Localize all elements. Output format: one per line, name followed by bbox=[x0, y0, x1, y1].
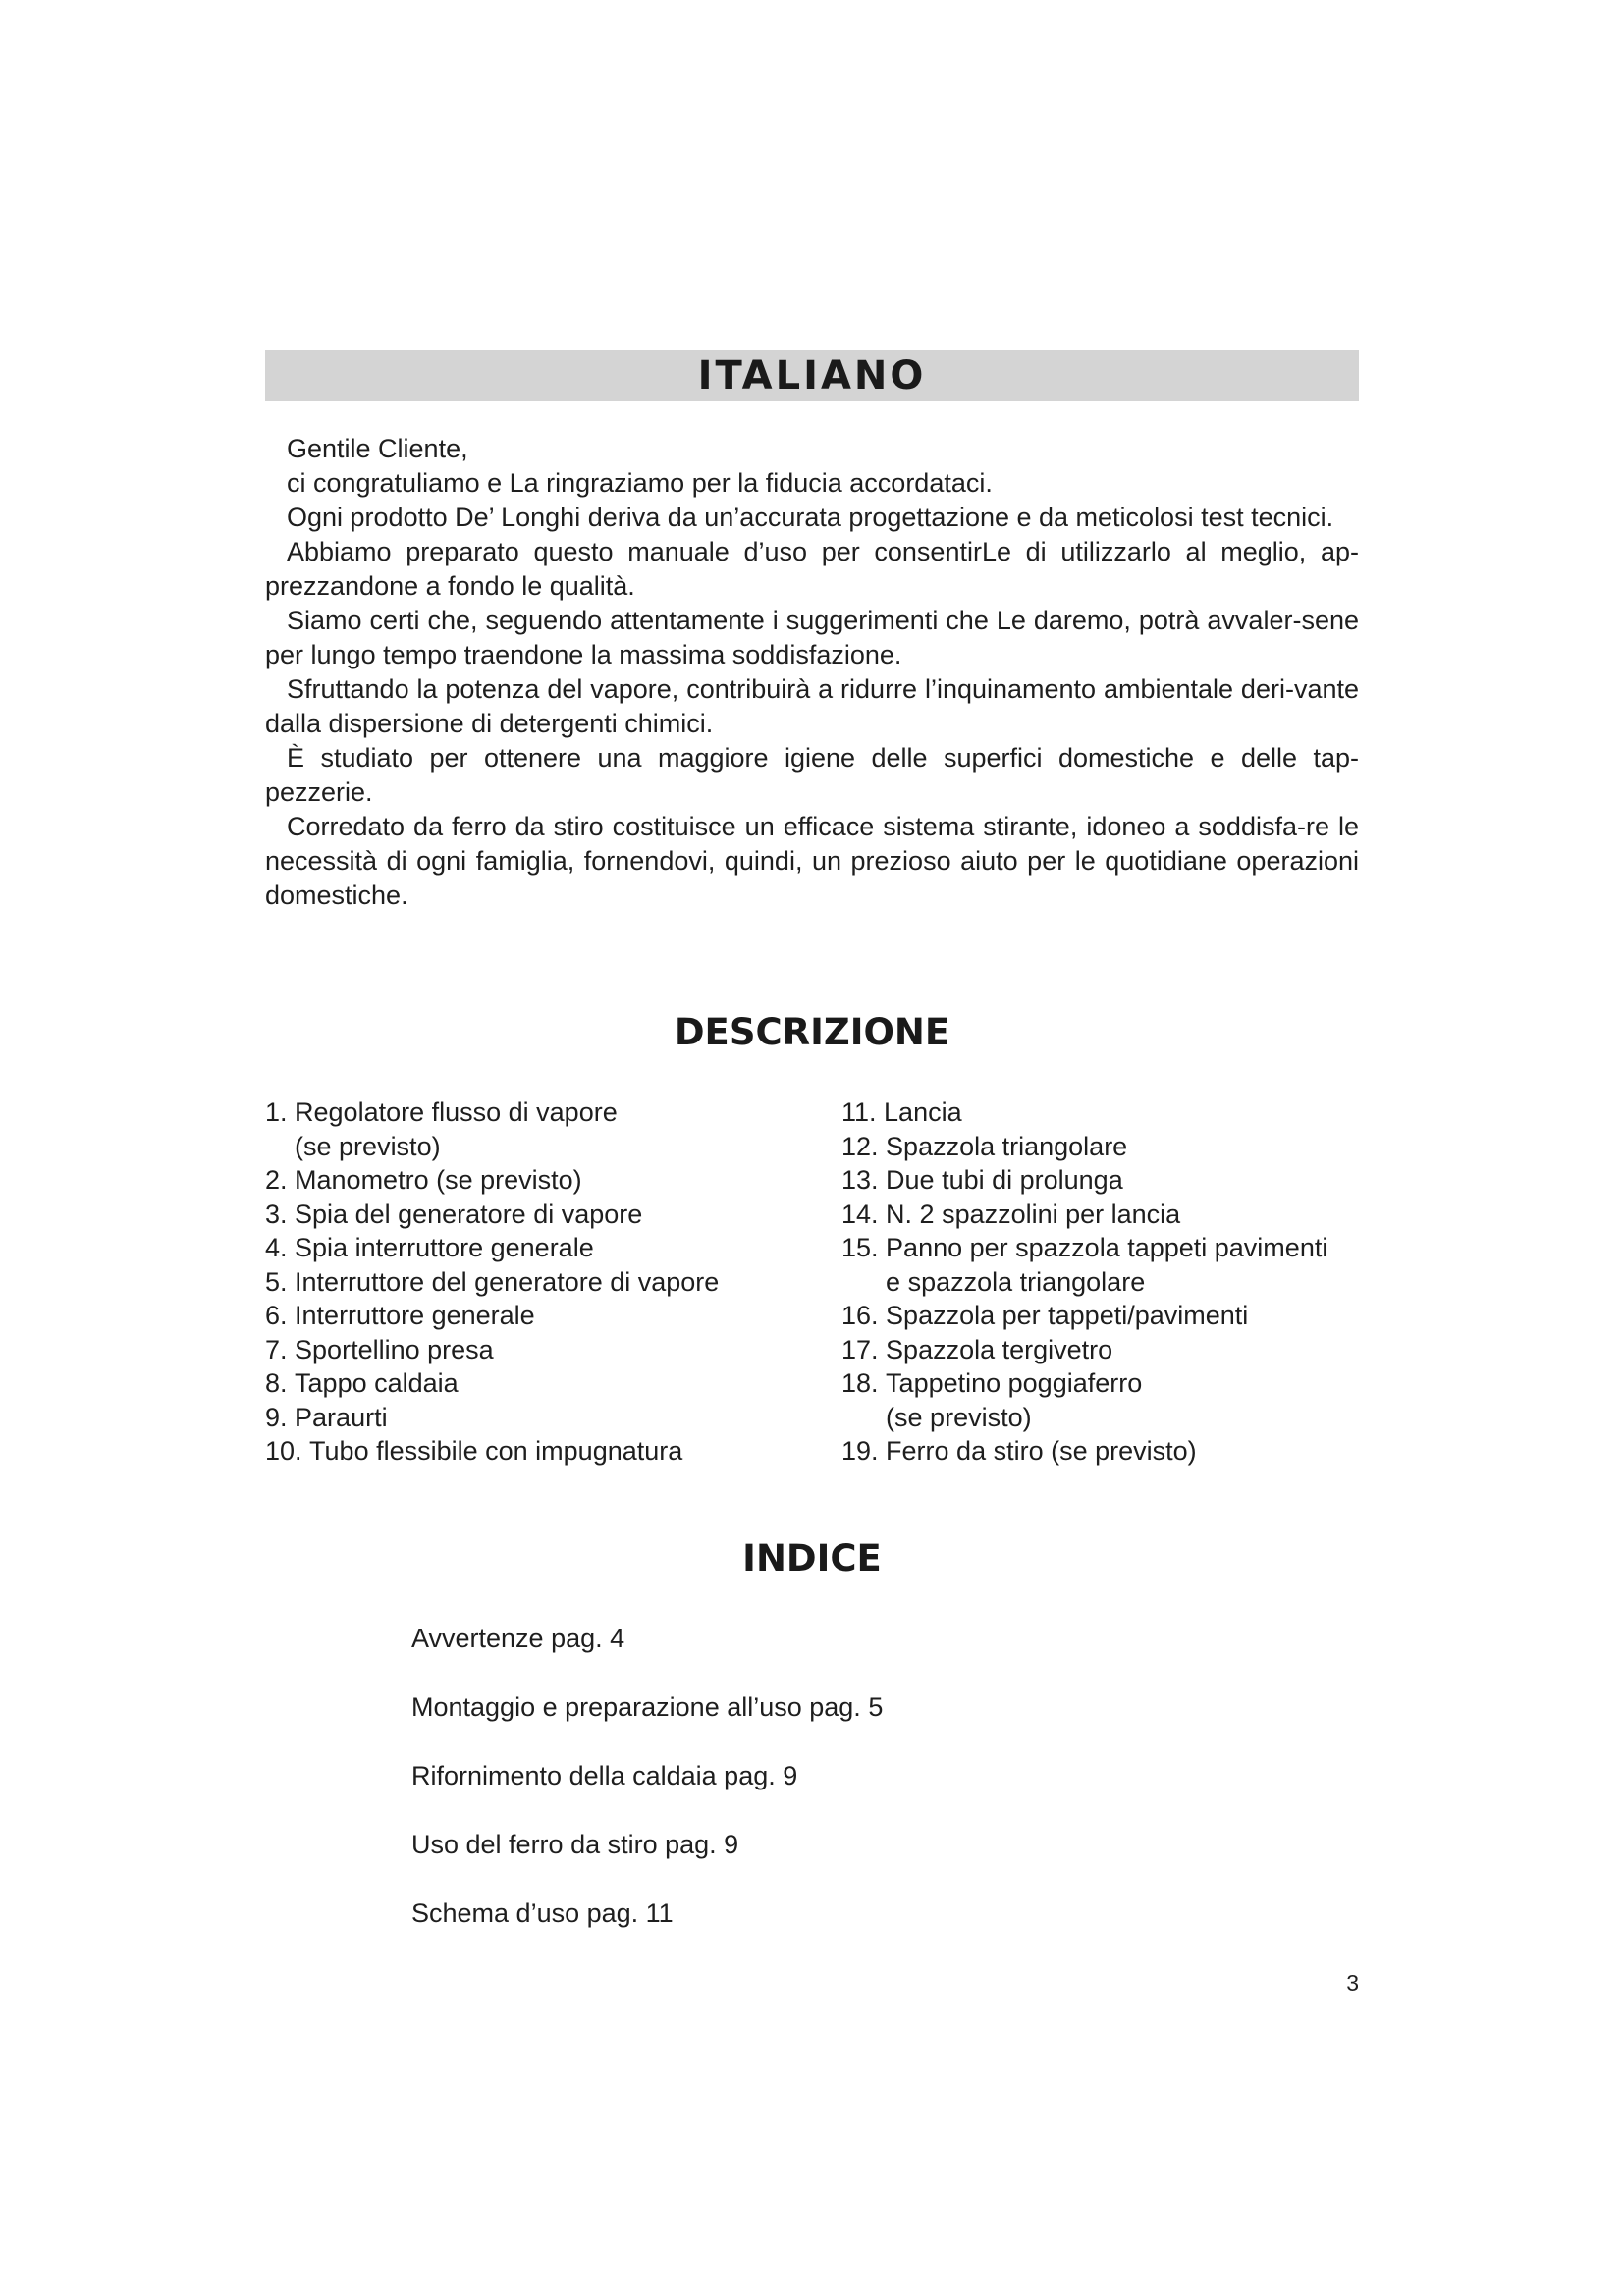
description-item bbox=[265, 1265, 815, 1300]
description-item bbox=[841, 1163, 1372, 1198]
item-text-line: Spazzola tergivetro bbox=[886, 1334, 1113, 1364]
item-number: 12. bbox=[841, 1131, 887, 1161]
item-text-line: (se previsto) bbox=[886, 1402, 1032, 1432]
item-text bbox=[295, 1265, 719, 1300]
description-item bbox=[265, 1401, 815, 1435]
intro-paragraph: È studiato per ottenere una maggiore igiene delle superfici domestiche e delle tap-pezzerie. bbox=[265, 743, 1359, 807]
item-text-line: Interruttore generale bbox=[295, 1301, 535, 1330]
item-text-line: Tubo flessibile con impugnatura bbox=[309, 1436, 683, 1466]
item-text bbox=[295, 1333, 494, 1367]
item-number: 6. bbox=[265, 1301, 296, 1330]
description-item bbox=[265, 1163, 815, 1198]
item-text bbox=[295, 1401, 388, 1435]
description-item bbox=[265, 1299, 815, 1333]
item-text bbox=[295, 1231, 594, 1265]
item-text-line: e spazzola triangolare bbox=[886, 1266, 1146, 1297]
item-text-line: Manometro (se previsto) bbox=[295, 1165, 582, 1195]
description-item bbox=[265, 1434, 815, 1468]
item-text bbox=[886, 1130, 1127, 1164]
item-text-line: Lancia bbox=[884, 1097, 962, 1127]
item-number: 2. bbox=[265, 1165, 296, 1195]
item-number: 8. bbox=[265, 1368, 296, 1398]
description-item bbox=[841, 1231, 1372, 1299]
item-text-line: Spazzola per tappeti/pavimenti bbox=[886, 1301, 1249, 1330]
description-item bbox=[841, 1333, 1372, 1367]
item-text-line: Ferro da stiro (se previsto) bbox=[886, 1436, 1197, 1466]
intro-paragraph: Sfruttando la potenza del vapore, contribuirà a ridurre l’inquinamento ambientale deri-vante dalla dispersione di detergenti chimici. bbox=[265, 674, 1359, 738]
item-text-line: (se previsto) bbox=[295, 1131, 441, 1161]
description-list-right bbox=[841, 1095, 1372, 1468]
description-item bbox=[841, 1434, 1372, 1468]
description-item bbox=[841, 1095, 1372, 1130]
intro-paragraph: Ogni prodotto De’ Longhi deriva da un’accurata progettazione e da meticolosi test tecnici. bbox=[287, 503, 1334, 532]
description-item bbox=[265, 1198, 815, 1232]
item-number: 3. bbox=[265, 1199, 296, 1229]
index-entry: Montaggio e preparazione all’uso pag. 5 bbox=[411, 1692, 884, 1722]
description-item bbox=[841, 1198, 1372, 1232]
intro-paragraph: Corredato da ferro da stiro costituisce un efficace sistema stirante, idoneo a soddisfa-re le necessità di ogni famiglia, fornendovi, quindi, un prezioso aiuto per le quotidiane operazioni domestiche. bbox=[265, 812, 1359, 910]
index-heading: INDICE bbox=[742, 1537, 882, 1579]
item-number: 1. bbox=[265, 1097, 296, 1127]
intro-paragraph: Siamo certi che, seguendo attentamente i suggerimenti che Le daremo, potrà avvaler-sene per lungo tempo traendone la massima soddisfazione. bbox=[265, 606, 1359, 669]
index-entry: Schema d’uso pag. 11 bbox=[411, 1898, 674, 1928]
description-item bbox=[265, 1333, 815, 1367]
item-number: 13. bbox=[841, 1165, 887, 1195]
intro-paragraph: ci congratuliamo e La ringraziamo per la fiducia accordataci. bbox=[287, 468, 993, 498]
item-text bbox=[886, 1231, 1327, 1299]
item-text-line: Paraurti bbox=[295, 1402, 388, 1432]
description-item bbox=[841, 1130, 1372, 1164]
description-item bbox=[841, 1299, 1372, 1333]
item-text bbox=[886, 1198, 1180, 1232]
item-text-line: Spia del generatore di vapore bbox=[295, 1199, 643, 1229]
description-heading: DESCRIZIONE bbox=[674, 1011, 950, 1053]
index-list bbox=[411, 1622, 1197, 1965]
item-number: 15. bbox=[841, 1233, 887, 1262]
item-text-line: Spazzola triangolare bbox=[886, 1131, 1128, 1161]
description-item bbox=[265, 1231, 815, 1265]
item-number: 11. bbox=[841, 1097, 885, 1127]
item-text bbox=[886, 1299, 1248, 1333]
item-text bbox=[295, 1198, 642, 1232]
page-number: 3 bbox=[1346, 1970, 1359, 1996]
item-text-line: Regolatore flusso di vapore bbox=[295, 1097, 618, 1127]
item-number: 17. bbox=[841, 1334, 887, 1364]
item-text bbox=[295, 1095, 618, 1163]
item-number: 4. bbox=[265, 1233, 296, 1262]
language-title: ITALIANO bbox=[697, 353, 927, 399]
item-text bbox=[886, 1333, 1112, 1367]
item-text-line: Due tubi di prolunga bbox=[886, 1165, 1123, 1195]
index-entry: Rifornimento della caldaia pag. 9 bbox=[411, 1761, 798, 1790]
item-text-line: Interruttore del generatore di vapore bbox=[295, 1266, 720, 1297]
item-number: 16. bbox=[841, 1301, 887, 1330]
item-text-line: Sportellino presa bbox=[295, 1334, 494, 1364]
description-item bbox=[265, 1366, 815, 1401]
item-number: 18. bbox=[841, 1368, 887, 1398]
item-number: 7. bbox=[265, 1334, 296, 1364]
item-text-line: Panno per spazzola tappeti pavimenti bbox=[886, 1233, 1328, 1262]
item-text bbox=[886, 1366, 1142, 1434]
item-number: 19. bbox=[841, 1436, 887, 1466]
intro-paragraph: Gentile Cliente, bbox=[287, 434, 468, 463]
item-text-line: N. 2 spazzolini per lancia bbox=[886, 1199, 1181, 1229]
item-number: 5. bbox=[265, 1266, 296, 1297]
description-list-left bbox=[265, 1095, 815, 1468]
item-text-line: Tappetino poggiaferro bbox=[886, 1368, 1143, 1398]
language-banner bbox=[265, 350, 1359, 401]
description-item bbox=[265, 1095, 815, 1163]
item-number: 9. bbox=[265, 1402, 296, 1432]
index-entry: Uso del ferro da stiro pag. 9 bbox=[411, 1830, 739, 1859]
item-number: 14. bbox=[841, 1199, 887, 1229]
item-text-line: Tappo caldaia bbox=[295, 1368, 459, 1398]
item-text bbox=[884, 1095, 962, 1130]
intro-text bbox=[265, 432, 1359, 913]
index-entry: Avvertenze pag. 4 bbox=[411, 1624, 625, 1653]
item-text bbox=[295, 1299, 535, 1333]
item-number: 10. bbox=[265, 1436, 310, 1466]
intro-paragraph: Abbiamo preparato questo manuale d’uso per consentirLe di utilizzarlo al meglio, ap-prezzandone a fondo le qualità. bbox=[265, 537, 1359, 601]
item-text-line: Spia interruttore generale bbox=[295, 1233, 594, 1262]
item-text bbox=[295, 1366, 459, 1401]
item-text bbox=[886, 1434, 1197, 1468]
item-text bbox=[295, 1163, 582, 1198]
item-text bbox=[886, 1163, 1123, 1198]
description-item bbox=[841, 1366, 1372, 1434]
item-text bbox=[309, 1434, 682, 1468]
